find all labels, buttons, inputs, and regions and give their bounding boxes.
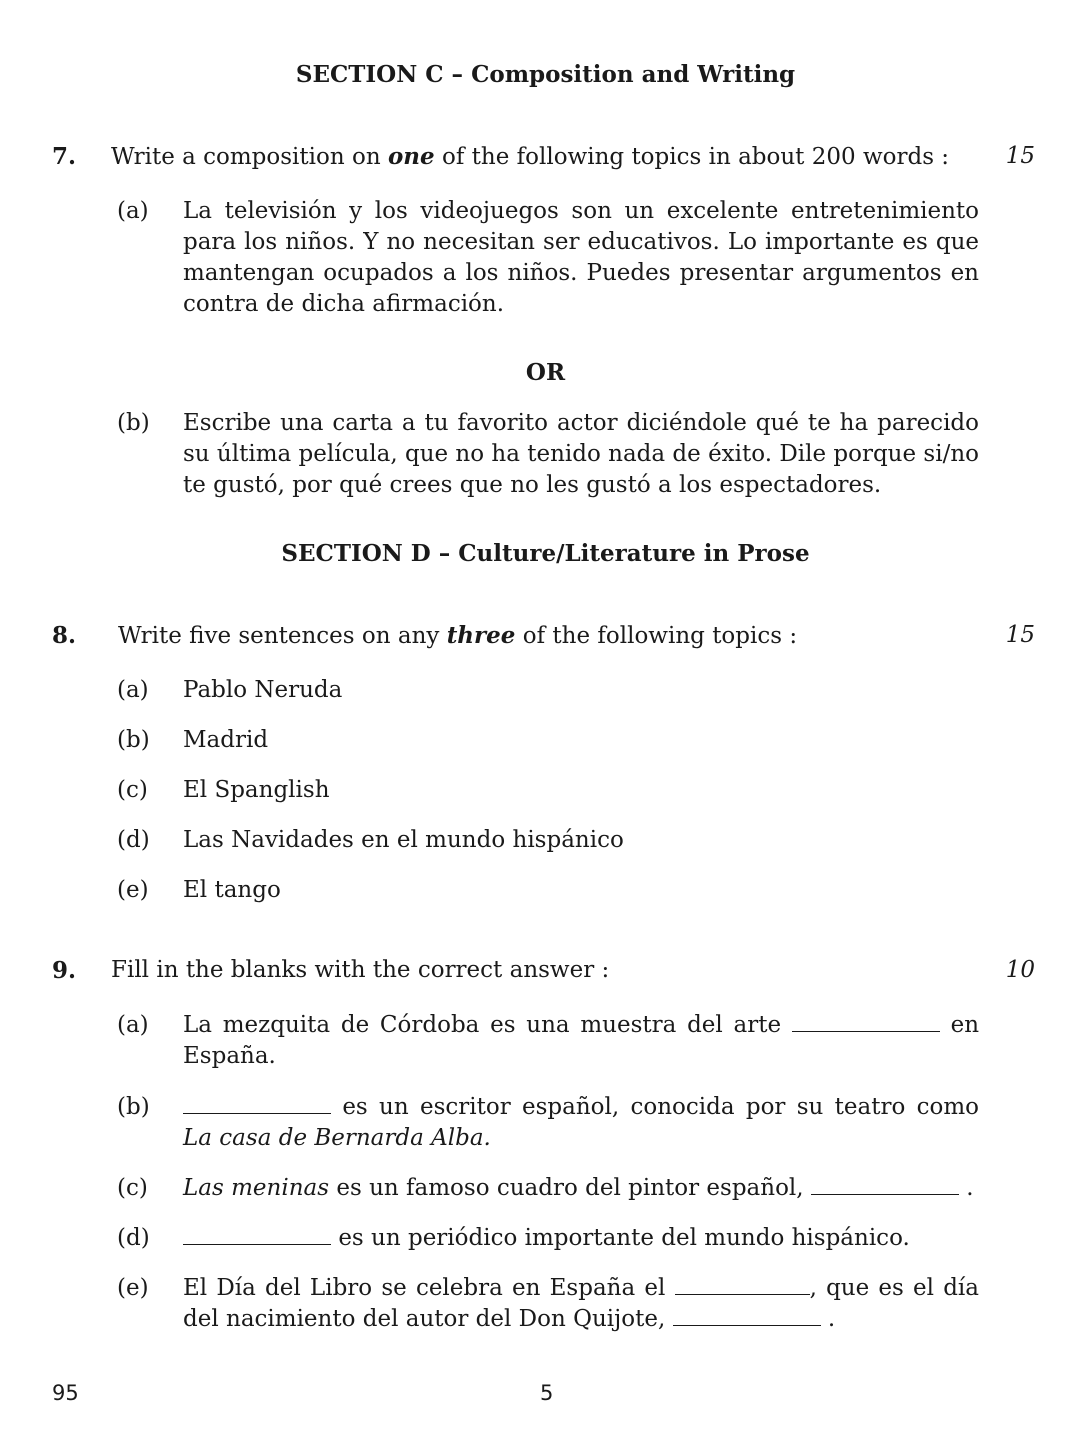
question-8-number: 8.: [52, 622, 77, 649]
question-9-number: 9.: [52, 957, 77, 984]
question-7-marks: 15: [1005, 143, 1035, 169]
q7-option-a-label: (a): [117, 198, 149, 224]
q9-option-a-label: (a): [117, 1012, 149, 1038]
q7-option-a-text: La televisión y los videojuegos son un excelente entretenimiento para los niños. Y no necesitan ser educativos. Lo importante es que mantengan ocupados a los niños. Puedes presentar argumentos en contra de dicha afirmación.: [183, 198, 979, 317]
q8-option-e-label: (e): [117, 877, 149, 903]
or-separator: OR: [525, 359, 566, 386]
answer-blank: [183, 1093, 331, 1114]
question-7-text: Write a composition on one of the following topics in about 200 words :: [111, 143, 950, 170]
q9-option-b-label: (b): [117, 1094, 150, 1120]
q9-option-a-text: La mezquita de Córdoba es una muestra del arte en España.: [183, 1012, 980, 1069]
q8-option-d-text: Las Navidades en el mundo hispánico: [183, 827, 624, 853]
q9-option-c-text: Las meninas es un famoso cuadro del pintor español, .: [183, 1175, 974, 1201]
q9-option-e-label: (e): [117, 1275, 149, 1301]
q9-option-d-text: es un periódico importante del mundo hispánico.: [183, 1223, 979, 1254]
q8-option-b-label: (b): [117, 727, 150, 753]
question-9-text: Fill in the blanks with the correct answer :: [111, 957, 610, 983]
page-number: 5: [540, 1381, 554, 1405]
q8-option-c-text: El Spanglish: [183, 777, 330, 803]
question-7-number: 7.: [52, 143, 77, 170]
q8-option-a-text: Pablo Neruda: [183, 677, 343, 703]
paper-code: 95: [52, 1381, 79, 1405]
q9-option-e-text: El Día del Libro se celebra en España el , que es el día del nacimiento del autor del Don Quijote, .: [183, 1275, 979, 1332]
answer-blank: [675, 1274, 810, 1295]
q8-option-b-text: Madrid: [183, 727, 269, 753]
q9-option-c-label: (c): [117, 1175, 148, 1201]
q8-option-d-label: (d): [117, 827, 150, 853]
q9-option-b-text: es un escritor español, conocida por su teatro como La casa de Bernarda Alba.: [183, 1094, 980, 1151]
q8-option-e-text: El tango: [183, 877, 281, 903]
question-9-marks: 10: [1005, 957, 1035, 983]
q8-option-c-label: (c): [117, 777, 148, 803]
q9-option-d-label: (d): [117, 1225, 150, 1251]
section-d-title: SECTION D – Culture/Literature in Prose: [281, 540, 810, 567]
question-8-marks: 15: [1005, 622, 1035, 648]
answer-blank: [673, 1305, 821, 1326]
q7-option-b-label: (b): [117, 410, 150, 436]
section-c-title: SECTION C – Composition and Writing: [295, 61, 796, 88]
q7-option-b-text: Escribe una carta a tu favorito actor diciéndole qué te ha parecido su última película, que no ha tenido nada de éxito. Dile porque si/no te gustó, por qué crees que no les gustó a los espectadores.: [183, 410, 979, 498]
answer-blank: [183, 1224, 331, 1245]
answer-blank: [792, 1011, 940, 1032]
question-8-text: Write five sentences on any three of the following topics :: [118, 622, 798, 649]
q8-option-a-label: (a): [117, 677, 149, 703]
answer-blank: [811, 1174, 959, 1195]
